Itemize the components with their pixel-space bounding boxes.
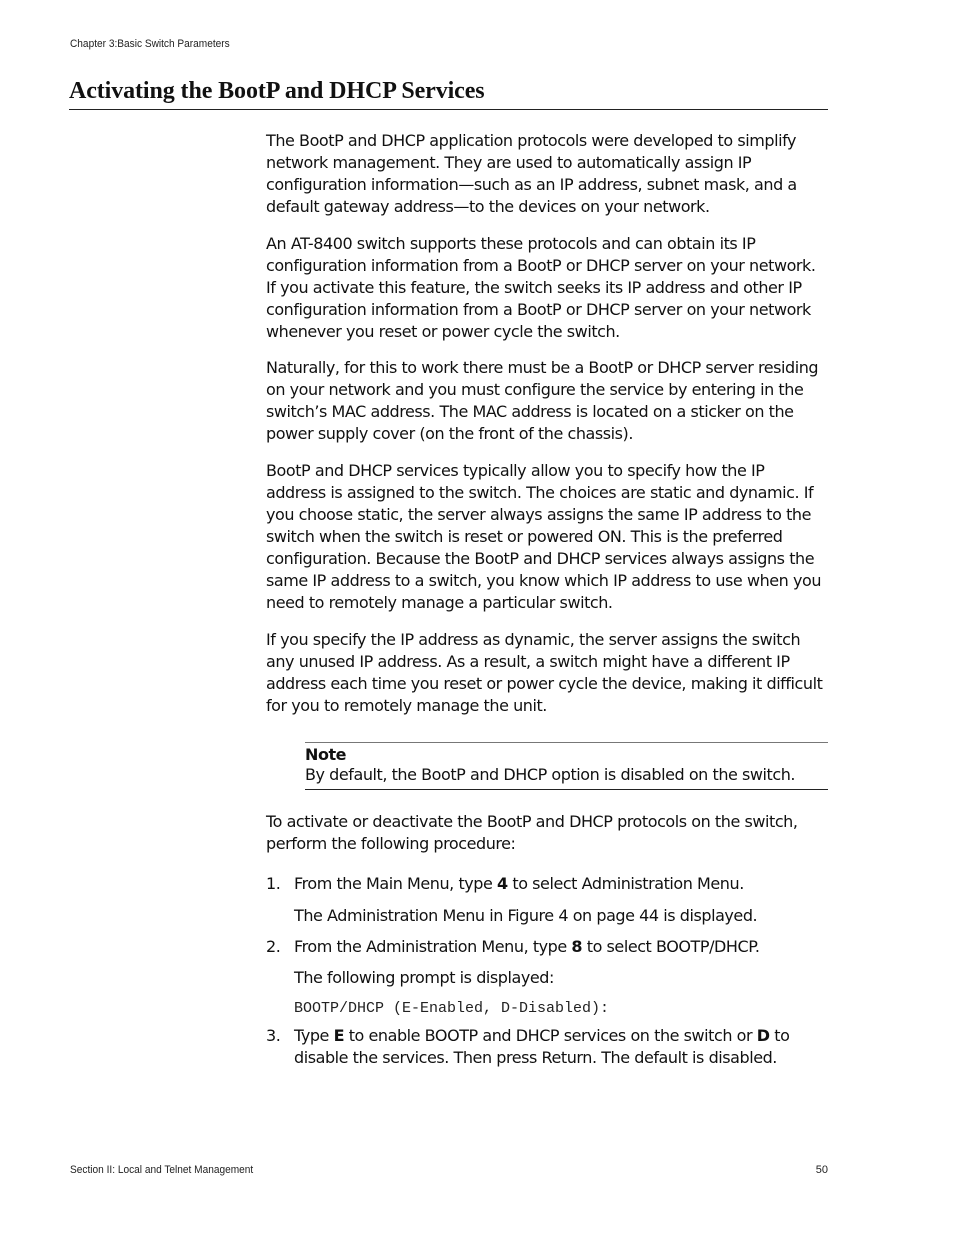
step-key: E	[333, 1026, 345, 1045]
footer-section: Section II: Local and Telnet Management	[70, 1164, 254, 1176]
title-rule	[69, 109, 828, 110]
step-number: 3.	[266, 1026, 281, 1045]
note-label: Note	[305, 745, 347, 764]
step-1-result: The Administration Menu in Figure 4 on page 44 is displayed.	[294, 906, 758, 925]
step-text-post: to disable the services. Then press Return. The default is disabled.	[294, 1026, 790, 1067]
paragraph-text: An AT-8400 switch supports these protocols and can obtain its IP configuration information from a BootP or DHCP server on your network. If you activate this feature, the switch seeks its IP address and other IP configuration information from a BootP or DHCP server on your network whenever you reset or power cycle the switch.	[266, 234, 816, 341]
paragraph-4	[266, 460, 828, 614]
step-text	[294, 936, 828, 958]
procedure-intro	[266, 811, 828, 855]
prompt-code: BOOTP/DHCP (E-Enabled, D-Disabled):	[294, 1000, 610, 1017]
step-text-post: to select BOOTP/DHCP.	[582, 937, 760, 956]
paragraph-text: The BootP and DHCP application protocols were developed to simplify network management. They are used to automatically assign IP configuration information—such as an IP address, subnet mask, and a default gateway address—to the devices on your network.	[266, 131, 797, 216]
step-key: 4	[497, 874, 508, 893]
paragraph-1	[266, 130, 828, 218]
note-box	[305, 742, 828, 790]
step-text-mid: to enable BOOTP and DHCP services on the switch or	[344, 1026, 757, 1045]
step-text	[294, 1025, 828, 1069]
step-key: 8	[571, 937, 583, 956]
note-text: By default, the BootP and DHCP option is disabled on the switch.	[305, 765, 796, 784]
page-number: 50	[815, 1164, 828, 1176]
step-2-result: The following prompt is displayed:	[294, 968, 554, 987]
paragraph-text: Naturally, for this to work there must be a BootP or DHCP server residing on your network and you must configure the service by entering in the switch’s MAC address. The MAC address is located on a sticker on the power supply cover (on the front of the chassis).	[266, 358, 819, 443]
step-text-pre: From the Administration Menu, type	[294, 937, 572, 956]
step-key: D	[756, 1026, 770, 1045]
step-number: 2.	[266, 937, 281, 956]
paragraph-3	[266, 357, 828, 445]
paragraph-text: If you specify the IP address as dynamic, the server assigns the switch any unused IP address. As a result, a switch might have a different IP address each time you reset or power cycle the device, making it difficult for you to remotely manage the unit.	[266, 630, 823, 715]
paragraph-5	[266, 629, 828, 717]
step-number: 1.	[266, 874, 281, 893]
step-text-post: to select Administration Menu.	[507, 874, 744, 893]
paragraph-text: BootP and DHCP services typically allow you to specify how the IP address is assigned to the switch. The choices are static and dynamic. If you choose static, the server always assigns the same IP address to the switch when the switch is reset or powered ON. This is the preferred configuration. Because the BootP and DHCP services always assigns the same IP address to a switch, you know which IP address to use when you need to remotely manage a particular switch.	[266, 461, 822, 612]
running-header: Chapter 3:Basic Switch Parameters	[70, 38, 230, 50]
step-text-pre: Type	[294, 1026, 334, 1045]
paragraph-2	[266, 233, 828, 343]
procedure-intro-text: To activate or deactivate the BootP and DHCP protocols on the switch, perform the following procedure:	[266, 812, 798, 853]
step-text-pre: From the Main Menu, type	[294, 874, 498, 893]
section-title: Activating the BootP and DHCP Services	[69, 78, 485, 104]
step-text	[294, 873, 828, 895]
